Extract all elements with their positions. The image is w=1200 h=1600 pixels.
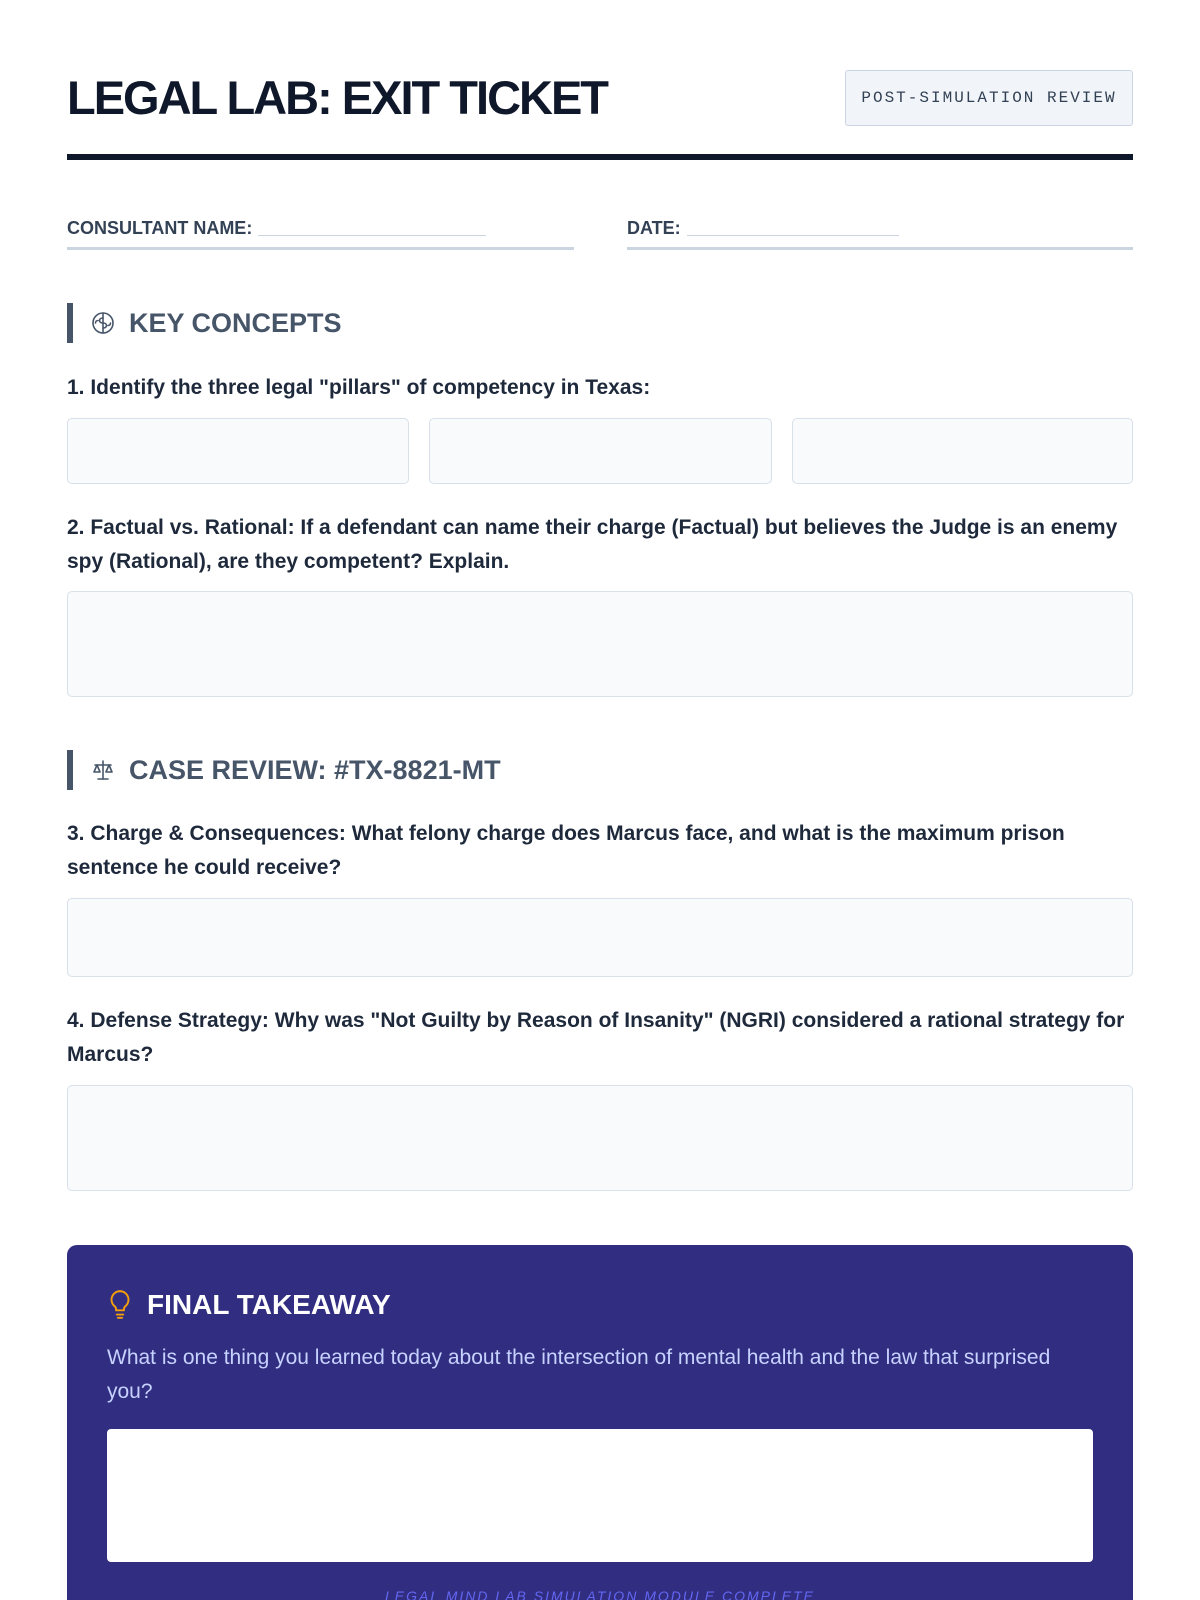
key-concepts-title: KEY CONCEPTS: [129, 307, 342, 338]
page-title: LEGAL LAB: EXIT TICKET: [67, 71, 608, 124]
question-4-answer[interactable]: [67, 1085, 1133, 1191]
lightbulb-icon: [107, 1289, 133, 1321]
final-takeaway-heading: [107, 1285, 1093, 1325]
final-takeaway-answer[interactable]: [107, 1429, 1093, 1562]
final-takeaway-prompt: What is one thing you learned today about the intersection of mental health and the law that surprised you?: [107, 1346, 1051, 1403]
module-complete-note: LEGAL MIND LAB SIMULATION MODULE COMPLETE: [384, 1588, 815, 1600]
case-review-heading: [67, 750, 501, 790]
brain-icon: [91, 311, 115, 335]
date-field[interactable]: [627, 210, 1133, 250]
pillar-2-input[interactable]: [429, 418, 772, 484]
consultant-name-label: CONSULTANT NAME:: [67, 218, 253, 238]
scales-icon: [91, 758, 115, 782]
final-takeaway-title: FINAL TAKEAWAY: [147, 1289, 391, 1320]
review-badge: POST-SIMULATION REVIEW: [845, 70, 1133, 126]
question-3-answer[interactable]: [67, 898, 1133, 977]
question-1: 1. Identify the three legal "pillars" of competency in Texas:: [67, 376, 651, 399]
pillar-1-input[interactable]: [67, 418, 409, 484]
question-3: 3. Charge & Consequences: What felony charge does Marcus face, and what is the maximum prison sentence he could receive?: [67, 822, 1065, 879]
date-label: DATE:: [627, 218, 681, 238]
question-4: 4. Defense Strategy: Why was "Not Guilty by Reason of Insanity" (NGRI) considered a rational strategy for Marcus?: [67, 1009, 1125, 1066]
question-2: 2. Factual vs. Rational: If a defendant can name their charge (Factual) but believes the Judge is an enemy spy (Rational), are they competent? Explain.: [67, 516, 1118, 573]
key-concepts-heading: [67, 303, 342, 343]
consultant-name-field[interactable]: [67, 210, 574, 250]
final-takeaway-panel: [67, 1245, 1133, 1600]
pillar-3-input[interactable]: [792, 418, 1133, 484]
name-underline: [258, 235, 486, 236]
case-review-title: CASE REVIEW: #TX-8821-MT: [129, 754, 501, 785]
student-info-row: [67, 210, 1133, 250]
date-underline: [687, 235, 899, 236]
page-header: [67, 66, 1133, 160]
question-2-answer[interactable]: [67, 591, 1133, 697]
